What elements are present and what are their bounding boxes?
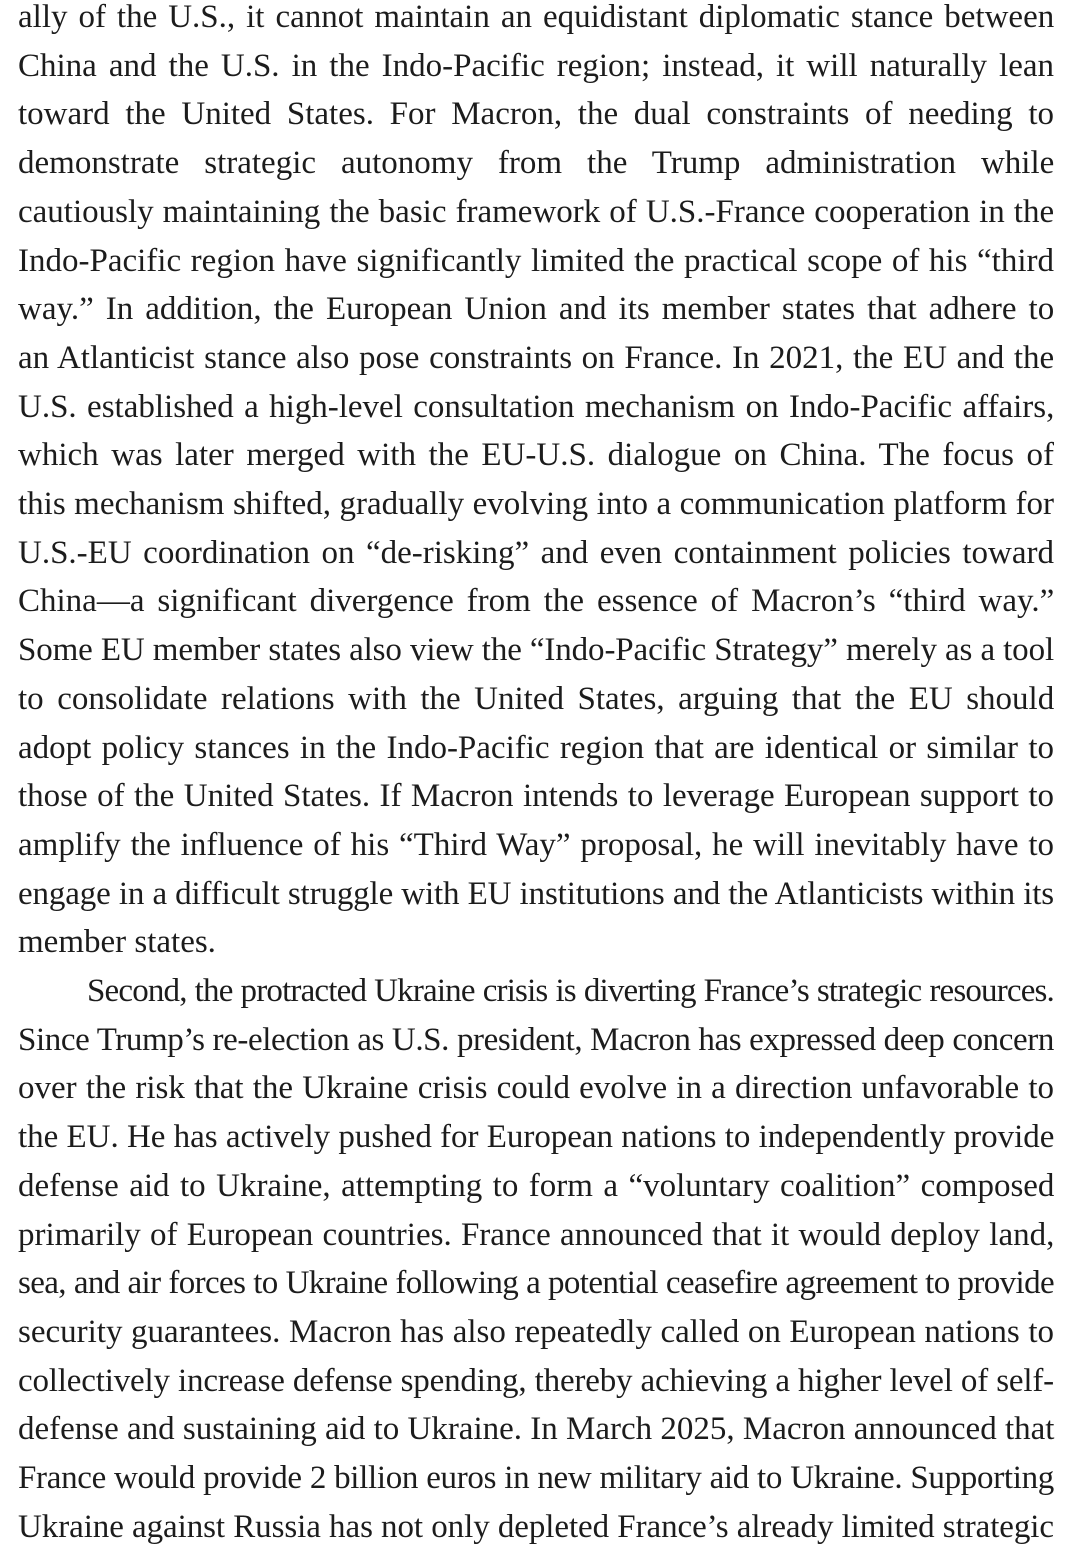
text-line: those of the United States. If Macron intends to leverage European support to (18, 778, 1054, 815)
text-line: sea, and air forces to Ukraine following a potential ceasefire agreement to provide (18, 1265, 1054, 1302)
text-line: China—a significant divergence from the essence of Macron’s “third way.” (18, 583, 1055, 620)
text-line: over the risk that the Ukraine crisis could evolve in a direction unfavorable to (18, 1070, 1054, 1107)
text-line: an Atlanticist stance also pose constraints on France. In 2021, the EU and the (18, 339, 1055, 376)
text-line: amplify the influence of his “Third Way” proposal, he will inevitably have to (18, 826, 1054, 863)
text-line: engage in a difficult struggle with EU institutions and the Atlanticists within its (18, 875, 1054, 912)
text-line: this mechanism shifted, gradually evolving into a communication platform for (18, 486, 1054, 523)
text-line: to consolidate relations with the United States, arguing that the EU should (18, 680, 1055, 717)
text-line: defense aid to Ukraine, attempting to form a “voluntary coalition” composed (18, 1167, 1055, 1204)
text-line: way.” In addition, the European Union and its member states that adhere to (18, 291, 1055, 328)
text-line: security guarantees. Macron has also repeatedly called on European nations to (18, 1313, 1054, 1350)
text-line: France would provide 2 billion euros in new military aid to Ukraine. Supporting (18, 1460, 1054, 1497)
text-line: Ukraine against Russia has not only depleted France’s already limited strategic (18, 1508, 1054, 1545)
text-line: cautiously maintaining the basic framework of U.S.-France cooperation in the (18, 193, 1055, 230)
text-line: Since Trump’s re-election as U.S. president, Macron has expressed deep concern (18, 1021, 1054, 1058)
text-line: toward the United States. For Macron, the dual constraints of needing to (18, 96, 1055, 133)
text-line: U.S. established a high-level consultation mechanism on Indo-Pacific affairs, (18, 388, 1055, 425)
text-line: which was later merged with the EU-U.S. dialogue on China. The focus of (18, 437, 1054, 474)
text-line: ally of the U.S., it cannot maintain an equidistant diplomatic stance between (18, 0, 1055, 35)
paragraph-1 (18, 0, 1054, 967)
text-line: China and the U.S. in the Indo-Pacific region; instead, it will naturally lean (18, 47, 1054, 84)
text-line: Some EU member states also view the “Indo-Pacific Strategy” merely as a tool (18, 632, 1054, 669)
text-line: Second, the protracted Ukraine crisis is diverting France’s strategic resources. (87, 973, 1054, 1010)
text-line: adopt policy stances in the Indo-Pacific region that are identical or similar to (18, 729, 1054, 766)
text-line: primarily of European countries. France announced that it would deploy land, (18, 1216, 1055, 1253)
text-line: defense and sustaining aid to Ukraine. In March 2025, Macron announced that (18, 1411, 1055, 1448)
text-line: collectively increase defense spending, thereby achieving a higher level of self- (18, 1362, 1054, 1399)
paragraph-2 (18, 967, 1054, 1551)
text-line: member states. (18, 924, 216, 961)
text-line: the EU. He has actively pushed for European nations to independently provide (18, 1119, 1055, 1156)
text-line: U.S.-EU coordination on “de-risking” and even containment policies toward (18, 534, 1054, 571)
text-line: demonstrate strategic autonomy from the Trump administration while (18, 145, 1055, 182)
text-line: Indo-Pacific region have significantly limited the practical scope of his “third (18, 242, 1054, 279)
